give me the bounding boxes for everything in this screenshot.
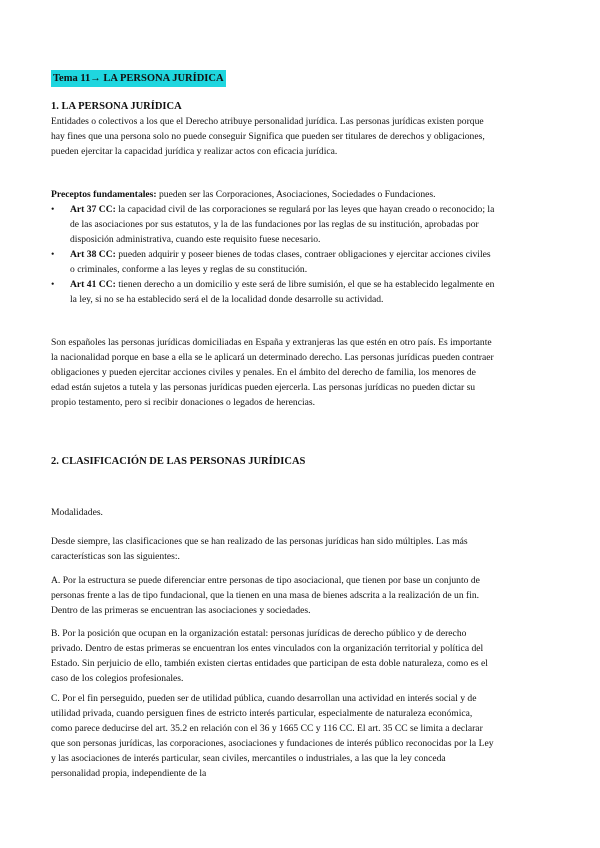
bullet-text: tienen derecho a un domicilio y este será de libre sumisión, el que se ha establecido legalmente en la ley, si no se ha establecido será el de la localidad donde desarrolle su actividad. [70, 279, 495, 305]
classification-b: B. Por la posición que ocupan en la organización estatal: personas jurídicas de derecho público y de derecho privado. Dentro de estas primeras se encuentran los entes vinculados con la organización territorial y política del Estado. Sin perjuicio de ello, también existen ciertas entidades que participan de esta doble naturaleza, como es el caso de los colegios profesionales. [51, 628, 488, 684]
modalidades-text: Modalidades. [51, 507, 103, 518]
bullet-label: Art 41 CC: [70, 279, 116, 290]
bullet-label: Art 38 CC: [70, 249, 116, 260]
bullet-label: Art 37 CC: [70, 204, 116, 215]
bullet-dot: • [51, 279, 55, 290]
section-2-intro: Desde siempre, las clasificaciones que se han realizado de las personas jurídicas han sido múltiples. Las más características son las siguientes:. [51, 536, 468, 562]
precepts-text: pueden ser las Corporaciones, Asociaciones, Sociedades o Fundaciones. [156, 189, 436, 200]
bullet-art38 [51, 247, 495, 277]
page-title: Tema 11→ LA PERSONA JURÍDICA [51, 70, 226, 87]
section-2-heading: 2. CLASIFICACIÓN DE LAS PERSONAS JURÍDICAS [51, 456, 306, 467]
bullet-art37 [51, 202, 495, 247]
section-1-intro: Entidades o colectivos a los que el Derecho atribuye personalidad jurídica. Las personas jurídicas existen porque hay fines que una persona solo no puede conseguir Significa que pueden ser titulares de derechos y obligaciones, pueden ejercitar la capacidad jurídica y realizar actos con eficacia jurídica. [51, 116, 485, 157]
classification-c: C. Por el fin perseguido, pueden ser de utilidad pública, cuando desarrollan una actividad en interés social y de utilidad privada, cuando persiguen fines de estricto interés particular, especialmente de naturaleza económica, como parece deducirse del art. 35.2 en relación con el 36 y 1665 CC y 116 CC. El art. 35 CC se limita a declarar que son personas jurídicas, las corporaciones, asociaciones y fundaciones de interés público reconocidas por la Ley y las asociaciones de interés particular, sean civiles, mercantiles o industriales, a las que la ley conceda personalidad propia, independiente de la [51, 693, 494, 779]
precepts-label: Preceptos fundamentales: [51, 189, 157, 200]
precepts-block [51, 187, 495, 307]
nationality-paragraph: Son españoles las personas jurídicas domiciliadas en España y extranjeras las que estén en otro país. Es importante la nacionalidad porque en base a ella se le aplicará un determinado derecho. Las personas jurídicas pueden contraer obligaciones y pueden ejercitar acciones civiles y penales. En el ámbito del derecho de familia, los menores de edad están sujetos a tutela y las personas jurídicas pueden ejercerla. Las personas jurídicas no pueden dictar su propio testamento, pero si recibir donaciones o legados de herencias. [51, 337, 494, 408]
bullet-dot: • [51, 204, 55, 215]
section-1-heading: 1. LA PERSONA JURÍDICA [51, 101, 182, 112]
bullet-art41 [51, 277, 495, 307]
section-1 [51, 99, 495, 159]
bullet-dot: • [51, 249, 55, 260]
bullet-text: pueden adquirir y poseer bienes de todas clases, contraer obligaciones y ejercitar acciones civiles o criminales, conforme a las leyes y reglas de su constitución. [70, 249, 491, 275]
precepts-paragraph [51, 187, 495, 202]
classification-a: A. Por la estructura se puede diferenciar entre personas de tipo asociacional, que tienen por base un conjunto de personas frente a las de tipo fundacional, que la tienen en una masa de bienes adscrita a la realización de un fin. Dentro de las primeras se encuentran las asociaciones y sociedades. [51, 575, 480, 616]
bullet-text: la capacidad civil de las corporaciones se regulará por las leyes que hayan creado o reconocido; la de las asociaciones por sus estatutos, y la de las fundaciones por las reglas de su institución, aprobadas por disposición administrativa, cuando este requisito fuese necesario. [70, 204, 495, 245]
